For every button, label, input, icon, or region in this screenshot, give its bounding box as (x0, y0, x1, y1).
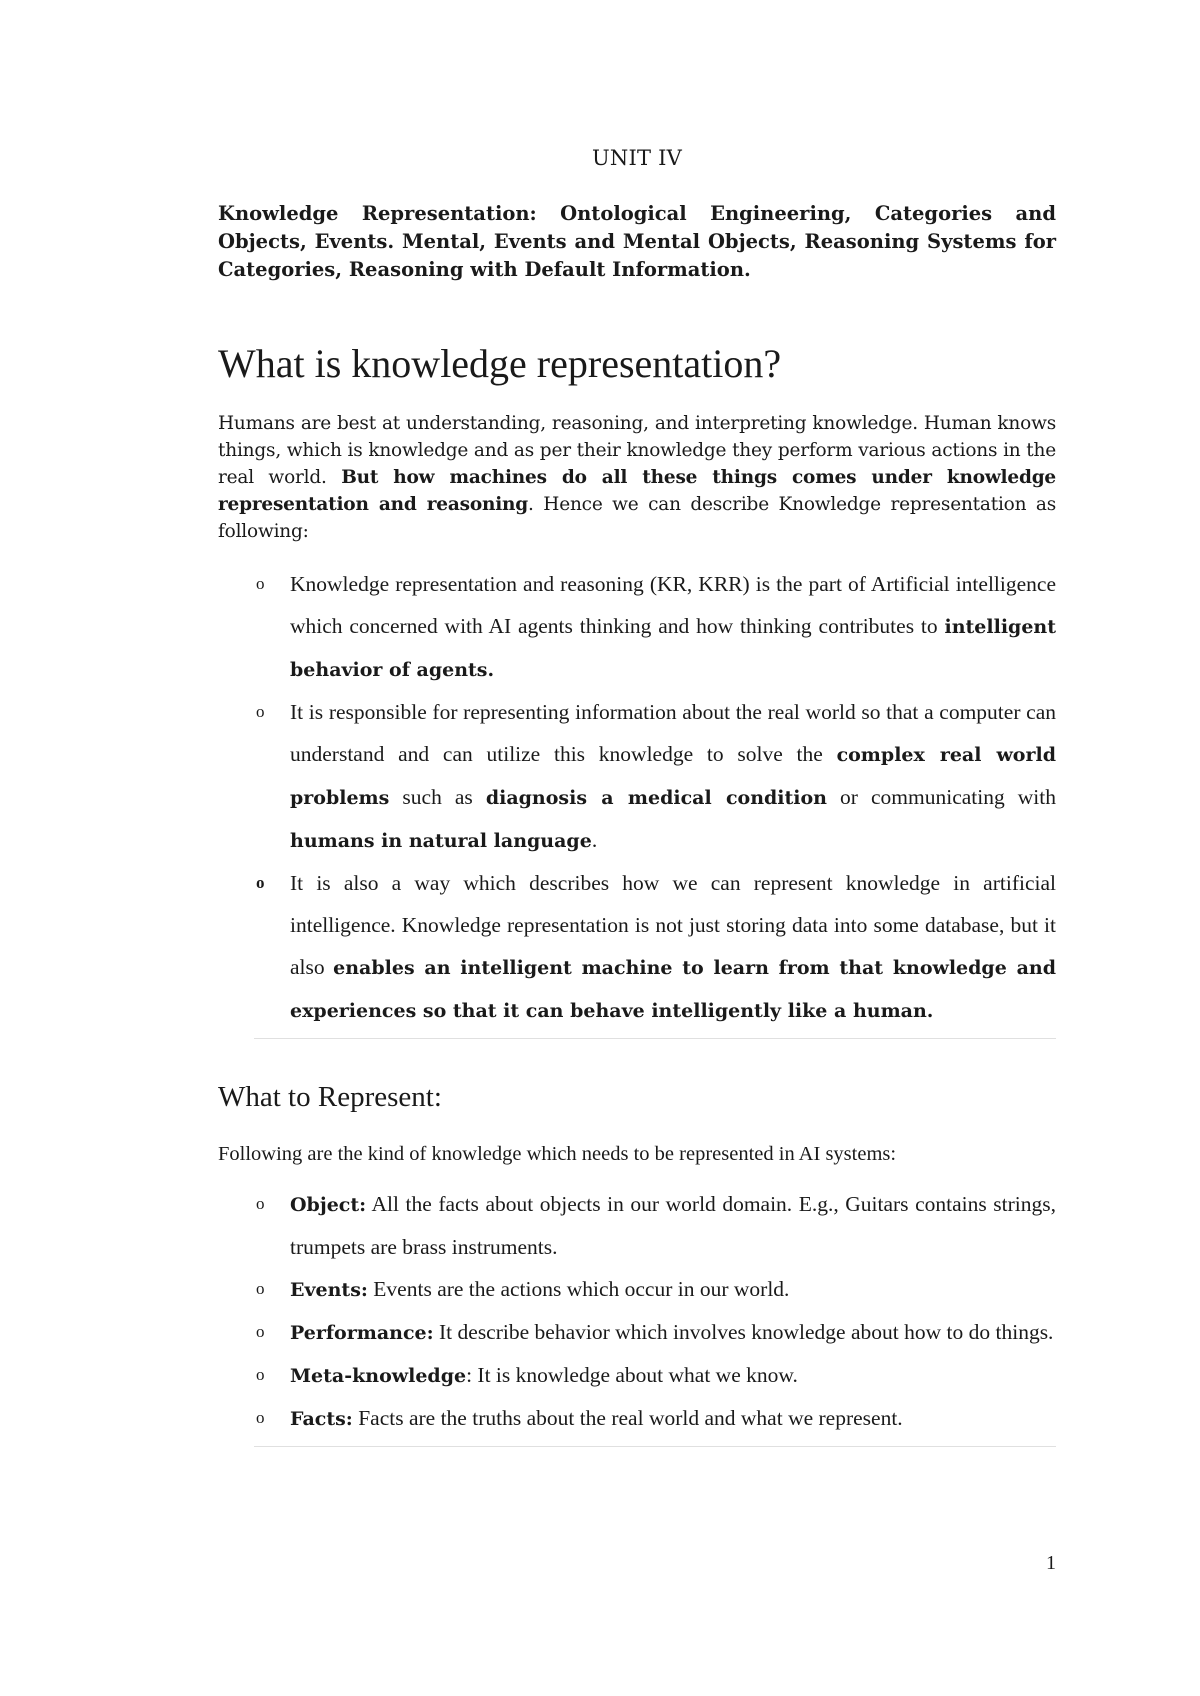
bullet-marker: o (256, 1194, 265, 1213)
bullet-text: or communicating with (827, 785, 1056, 809)
bullet-bold-text: intelligent behavior of agents. (290, 616, 1056, 681)
unit-title: UNIT IV (592, 146, 682, 170)
item-term: Facts: (290, 1408, 353, 1430)
bullet-marker: o (256, 1408, 265, 1427)
bullet-bold-text: enables an intelligent machine to learn from that knowledge and experiences so that it can behave intelligently like a human. (290, 957, 1056, 1022)
kr-bullet-list (218, 563, 1056, 1032)
represent-items-list (218, 1183, 1056, 1440)
bullet-marker: o (256, 1322, 265, 1341)
intro-paragraph (218, 410, 1056, 545)
list-item (256, 1311, 1056, 1354)
list-item (256, 691, 1056, 862)
bullet-text: Knowledge representation and reasoning (KR, KRR) is the part of Artificial intelligence which concerned with AI agents thinking and how thinking contributes to (290, 572, 1056, 638)
bullet-bold-text: diagnosis a medical condition (485, 787, 827, 809)
item-text: Facts are the truths about the real world and what we represent. (352, 1406, 903, 1430)
item-text: It describe behavior which involves knowledge about how to do things. (433, 1320, 1054, 1344)
bullet-bold-text: complex real world problems (290, 744, 1056, 809)
divider (254, 1038, 1056, 1039)
bullet-text: . (591, 828, 598, 852)
section-heading-what-to-represent: What to Represent: (218, 1081, 442, 1113)
item-text: : It is knowledge about what we know. (466, 1363, 798, 1387)
section-heading-knowledge-representation: What is knowledge representation? (218, 341, 782, 386)
item-term: Performance: (290, 1322, 434, 1344)
bullet-marker: o (256, 1365, 265, 1384)
bullet-marker: o (256, 702, 265, 721)
item-term: Object: (290, 1194, 367, 1216)
what-to-represent-intro: Following are the kind of knowledge which needs to be represented in AI systems: (218, 1143, 897, 1165)
bullet-marker: o (256, 574, 265, 593)
page-content (218, 146, 1056, 1447)
bullet-marker: o (256, 1279, 265, 1298)
bullet-text: It is responsible for representing information about the real world so that a computer can understand and can utilize this knowledge to solve the (290, 700, 1056, 766)
item-text: All the facts about objects in our world domain. E.g., Guitars contains strings, trumpets are brass instruments. (290, 1192, 1056, 1259)
bullet-text: such as (389, 785, 486, 809)
list-item (256, 1183, 1056, 1268)
intro-bold-text: But how machines do all these things comes under knowledge representation and reasoning (218, 467, 1056, 515)
list-item (256, 1268, 1056, 1311)
list-item (256, 1397, 1056, 1440)
page-number: 1 (1046, 1552, 1056, 1574)
list-item (256, 1354, 1056, 1397)
item-text: Events are the actions which occur in our world. (367, 1277, 790, 1301)
list-item (256, 563, 1056, 691)
intro-text-1: Humans are best at understanding, reasoning, and interpreting knowledge. Human knows things, which is knowledge and as per their knowledge they perform various actions in the real world. (218, 413, 1056, 488)
bullet-bold-text: humans in natural language (290, 830, 592, 852)
list-item (256, 862, 1056, 1032)
item-term: Events: (290, 1279, 368, 1301)
intro-text-2: . Hence we can describe Knowledge representation as following: (218, 494, 1057, 542)
syllabus-topics: Knowledge Representation: Ontological Engineering, Categories and Objects, Events. Mental, Events and Mental Objects, Reasoning Systems for Categories, Reasoning with Default Information. (218, 202, 1056, 281)
divider (254, 1446, 1056, 1447)
bullet-text: It is also a way which describes how we can represent knowledge in artificial intelligence. Knowledge representation is not just storing data into some database, but it also (290, 871, 1056, 979)
item-term: Meta-knowledge (290, 1365, 467, 1387)
bullet-marker: o (256, 873, 265, 892)
